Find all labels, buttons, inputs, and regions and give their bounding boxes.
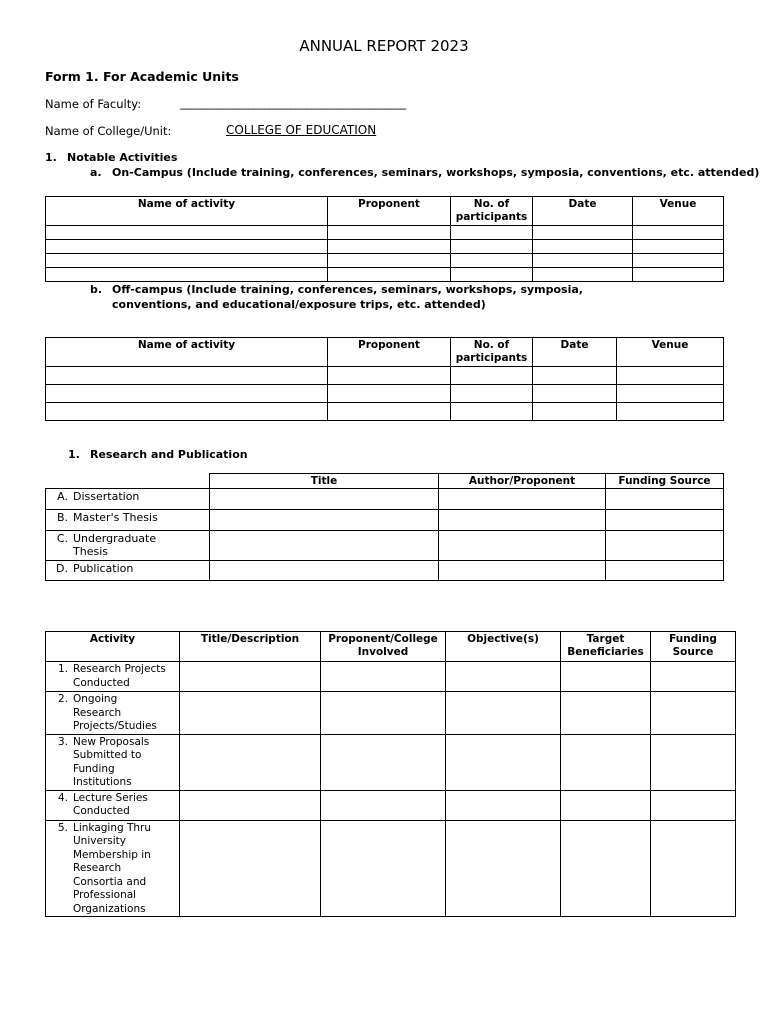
table-row (46, 531, 724, 561)
faculty-field[interactable]: ___________________________________________ (180, 96, 406, 110)
table-row (46, 734, 736, 790)
section-notable-activities-heading (45, 151, 177, 164)
on-campus-heading (90, 166, 759, 179)
row-new-proposals: 3. New Proposals Submitted to Funding Institutions (46, 734, 180, 790)
row-ongoing-research: 2. Ongoing Research Projects/Studies (46, 692, 180, 735)
col-target-beneficiaries: Target Beneficiaries (561, 632, 651, 662)
college-label: Name of College/Unit: (45, 124, 172, 138)
research-activity-table (45, 631, 736, 917)
table-row (46, 561, 724, 581)
table-row (46, 790, 736, 820)
form-label: Form 1. For Academic Units (45, 69, 239, 84)
col-funding-source: Funding Source (651, 632, 736, 662)
section-title: Research and Publication (90, 448, 248, 461)
off-campus-heading (90, 282, 650, 312)
col-participants: No. of participants (451, 197, 533, 226)
table-row (46, 226, 724, 240)
col-author-proponent: Author/Proponent (439, 474, 606, 489)
research-publication-heading (68, 448, 248, 461)
off-campus-table (45, 337, 724, 421)
sub-letter: a. (90, 166, 102, 179)
row-lecture-series: 4. Lecture Series Conducted (46, 790, 180, 820)
row-dissertation: A. Dissertation (46, 489, 210, 510)
col-date: Date (533, 338, 617, 367)
report-title: ANNUAL REPORT 2023 (299, 37, 469, 55)
sub-letter: b. (90, 283, 103, 296)
col-activity: Activity (46, 632, 180, 662)
col-proponent-college: Proponent/College Involved (321, 632, 446, 662)
table-row (46, 240, 724, 254)
row-linkaging: 5. Linkaging Thru University Membership in Research Consortia and Professional Organizations (46, 820, 180, 917)
row-research-projects-conducted: 1. Research Projects Conducted (46, 662, 180, 692)
table-row (46, 510, 724, 531)
table-row (46, 692, 736, 735)
col-venue: Venue (633, 197, 724, 226)
col-venue: Venue (617, 338, 724, 367)
col-name-of-activity: Name of activity (46, 197, 328, 226)
row-masters-thesis: B. Master's Thesis (46, 510, 210, 531)
college-value: COLLEGE OF EDUCATION (226, 123, 377, 137)
row-publication: D. Publication (46, 561, 210, 581)
col-date: Date (533, 197, 633, 226)
col-title: Title (210, 474, 439, 489)
col-proponent: Proponent (328, 197, 451, 226)
section-number: 1. (68, 448, 80, 461)
col-proponent: Proponent (328, 338, 451, 367)
table-row (46, 268, 724, 282)
table-row (46, 367, 724, 385)
blank-header-cell (46, 474, 210, 489)
col-name-of-activity: Name of activity (46, 338, 328, 367)
table-row (46, 254, 724, 268)
row-undergraduate-thesis: C. Undergraduate Thesis (46, 531, 210, 561)
table-row (46, 820, 736, 917)
research-publication-table (45, 473, 724, 581)
table-row (46, 403, 724, 421)
section-number: 1. (45, 151, 57, 164)
col-title-description: Title/Description (180, 632, 321, 662)
col-participants: No. of participants (451, 338, 533, 367)
table-row (46, 489, 724, 510)
table-row (46, 662, 736, 692)
sub-text: On-Campus (Include training, conferences, seminars, workshops, symposia, conventions, etc. attended) (112, 166, 760, 179)
section-title: Notable Activities (67, 151, 178, 164)
faculty-label: Name of Faculty: (45, 97, 142, 111)
col-funding-source: Funding Source (606, 474, 724, 489)
sub-text: Off-campus (Include training, conferences, seminars, workshops, symposia, conventions, and educational/exposure trips, etc. attended) (112, 283, 583, 311)
col-objectives: Objective(s) (446, 632, 561, 662)
table-row (46, 385, 724, 403)
on-campus-table (45, 196, 724, 282)
